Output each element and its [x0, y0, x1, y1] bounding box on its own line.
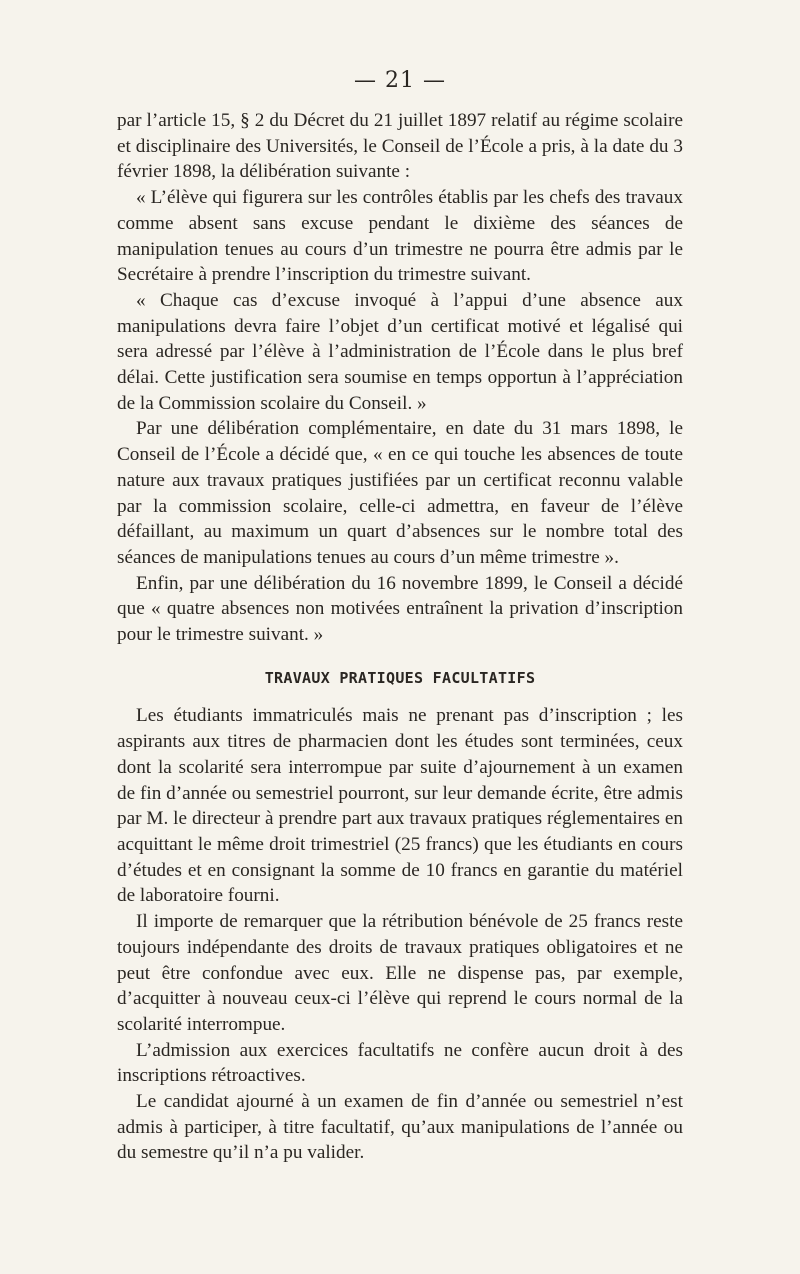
paragraph-fee-independence: Il importe de remarquer que la rétribution bénévole de 25 francs reste toujours indépendante des droits de travaux pratiques obligatoires et ne peut être confondue avec eux. Elle ne dispense pas, par exemple, d’acquitter à nouveau ceux-ci l’élève qui reprend le cours normal de la scolarité interrompue. [117, 911, 683, 1035]
page-number: — 21 — [354, 68, 446, 93]
section-heading: TRAVAUX PRATIQUES FACULTATIFS [264, 668, 536, 687]
paragraph-absence-rule: « L’élève qui figurera sur les contrôles établis par les chefs des travaux comme absent sans excuse pendant le dixième des séances de manipulation tenues au cours d’un trimestre ne pourra être admis par le Secrétaire à prendre l’inscription du trimestre suivant. [117, 187, 683, 286]
paragraph-no-retroactive: L’admission aux exercices facultatifs ne confère aucun droit à des inscriptions rétroactives. [117, 1039, 683, 1087]
paragraph-november-deliberation: Enfin, par une délibération du 16 novembre 1899, le Conseil a décidé que « quatre absences non motivées entraînent la privation d’inscription pour le trimestre suivant. » [117, 572, 683, 646]
paragraph-deferred-candidate: Le candidat ajourné à un examen de fin d’année ou semestriel n’est admis à participer, à titre facultatif, qu’aux manipulations de l’année ou du semestre qu’il n’a pu valider. [117, 1091, 683, 1164]
body-text [117, 108, 683, 1166]
paragraph-optional-admission: Les étudiants immatriculés mais ne prenant pas d’inscription ; les aspirants aux titres de pharmacien dont les études sont terminées, ceux dont la scolarité sera interrompue par suite d’ajournement à un examen de fin d’année ou semestriel pourront, sur leur demande écrite, être admis par M. le directeur à prendre part aux travaux pratiques réglementaires en acquittant le même droit trimestriel (25 francs) que les étudiants en cours d’études et en consignant la somme de 10 francs en garantie du matériel de laboratoire fourni. [117, 705, 683, 907]
paragraph-decree-reference: par l’article 15, § 2 du Décret du 21 juillet 1897 relatif au régime scolaire et disciplinaire des Universités, le Conseil de l’École a pris, à la date du 3 février 1898, la délibération suivante : [117, 110, 683, 183]
paragraph-complementary-deliberation: Par une délibération complémentaire, en date du 31 mars 1898, le Conseil de l’École a décidé que, « en ce qui touche les absences de toute nature aux travaux pratiques justifiées par un certificat reconnu valable par la commission scolaire, celle-ci admettra, en faveur de l’élève défaillant, au maximum un quart d’absences sur le nombre total des séances de manipulations tenues au cours d’un même trimestre ». [117, 418, 683, 568]
paragraph-excuse-certificate: « Chaque cas d’excuse invoqué à l’appui d’une absence aux manipulations devra faire l’objet d’un certificat motivé et légalisé qui sera adressé par l’élève à l’administration de l’École dans le plus bref délai. Cette justification sera soumise en temps opportun à l’appréciation de la Commission scolaire du Conseil. » [117, 289, 683, 414]
